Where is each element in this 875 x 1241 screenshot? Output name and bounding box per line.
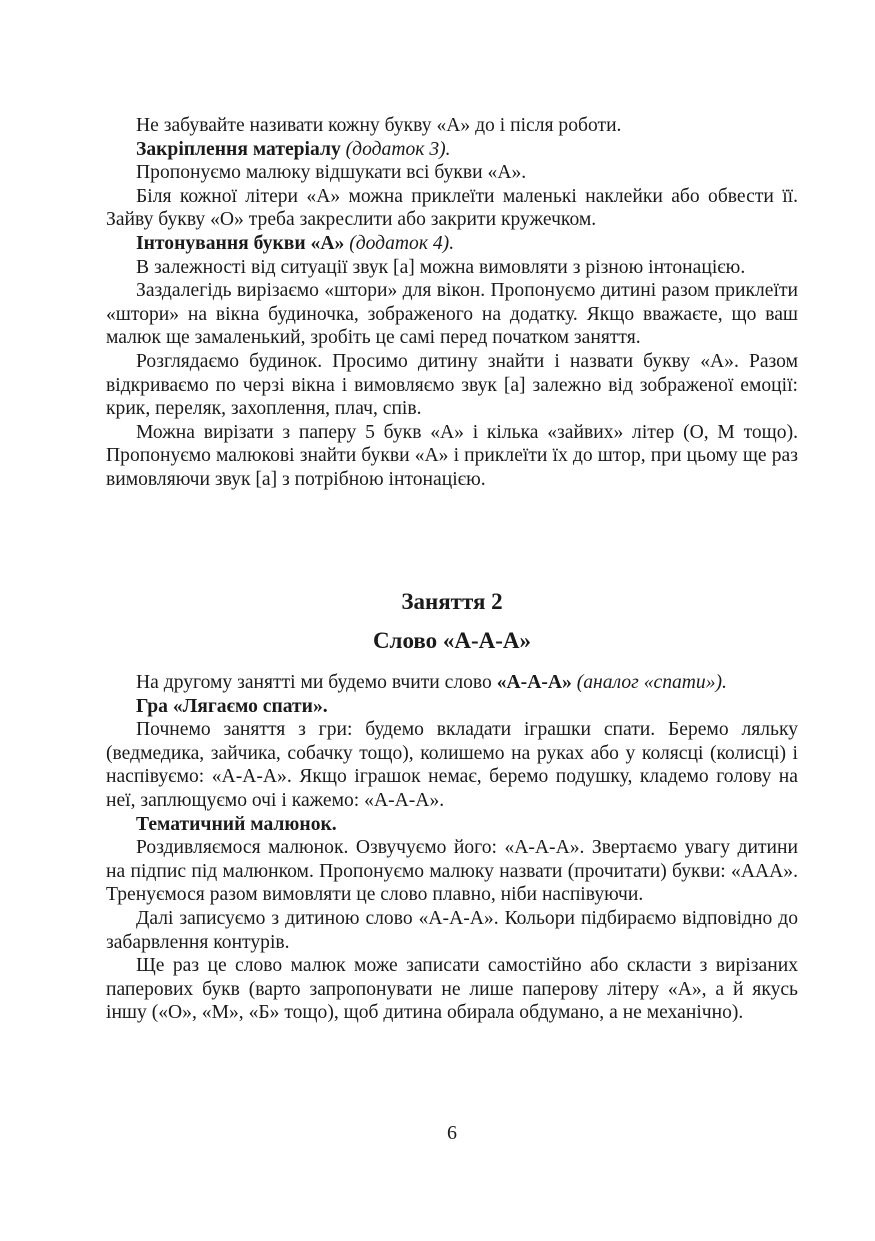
section-title: Інтонування букви «А» [136, 232, 345, 254]
paragraph [106, 161, 798, 185]
paragraph-text: Почнемо заняття з гри: будемо вкладати іграшки спати. Беремо ляльку (ведмедика, зайчика, собачку тощо), колишемо на руках або у колясці (колисці) і наспівуємо: «А-А-А». Якщо іграшок немає, беремо подушку, кладемо голову на неї, заплющуємо очі і кажемо: «А-А-А». [106, 719, 798, 811]
paragraph-text: В залежності від ситуації звук [а] можна вимовляти з різною інтонацією. [136, 256, 746, 278]
paragraph [106, 279, 798, 350]
section-title-paragraph [106, 813, 798, 837]
paragraph [106, 718, 798, 812]
page-number: 6 [447, 1122, 457, 1144]
paragraph [106, 114, 798, 138]
lesson-heading: Заняття 2 [401, 589, 503, 614]
paragraph-text: Пропонуємо малюку відшукати всі букви «А». [136, 162, 527, 184]
paragraph-text: Далі записуємо з дитиною слово «А-А-А». Кольори підбираємо відповідно до забарвлення контурів. [106, 907, 798, 953]
paragraph [106, 256, 798, 280]
section-title-paragraph [106, 232, 798, 256]
word-analog-note: (аналог «спати»). [576, 672, 727, 693]
paragraph-text: Ще раз це слово малюк може записати самостійно або скласти з вирізаних паперових букв (варто запропонувати не лише паперову літеру «А», а й якусь іншу («О», «М», «Б» тощо), щоб дитина обирала обдумано, а не механічно). [106, 955, 798, 1024]
intro-paragraph [106, 671, 798, 695]
paragraph [106, 185, 798, 232]
paragraph-text: Роздивляємося малюнок. Озвучуємо його: «А-А-А». Звертаємо увагу дитини на підпис під малюнком. Пропонуємо малюку назвати (прочитати) букви: «ААА». Тренуємося разом вимовляти це слово плавно, ніби наспівуючи. [106, 837, 798, 906]
bottom-text-block [106, 671, 798, 1025]
word-heading: Слово «А-А-А» [372, 628, 532, 653]
paragraph [106, 350, 798, 421]
paragraph [106, 954, 798, 1025]
word-highlight: «А-А-А» [496, 672, 572, 693]
paragraph-text: Біля кожної літери «А» можна приклеїти маленькі наклейки або обвести її. Зайву букву «О» треба закреслити або закрити кружечком. [106, 185, 798, 231]
appendix-reference: (додаток 4). [349, 232, 455, 254]
paragraph-text: Можна вирізати з паперу 5 букв «А» і кілька «зайвих» літер (О, М тощо). Пропонуємо малюкові знайти букви «А» і приклеїти їх до штор, при цьому ще раз вимовляючи звук [а] з потрібною інтонацією. [106, 421, 798, 490]
paragraph-text: На другому занятті ми будемо вчити слово [136, 672, 497, 693]
paragraph-text: Заздалегідь вирізаємо «штори» для вікон. Пропонуємо дитині разом приклеїти «штори» на вікна будиночка, зображеного на додатку. Якщо вважаєте, що ваш малюк ще замаленький, зробіть це самі перед початком заняття. [106, 280, 798, 349]
paragraph [106, 836, 798, 907]
top-text-block [106, 114, 798, 492]
section-title: Тематичний малюнок. [136, 813, 337, 835]
paragraph [106, 421, 798, 492]
section-title-paragraph [106, 695, 798, 719]
appendix-reference: (додаток 3). [345, 138, 451, 160]
paragraph [106, 907, 798, 954]
section-title: Гра «Лягаємо спати». [136, 695, 328, 717]
section-title: Закріплення матеріалу [136, 138, 341, 160]
section-title-paragraph [106, 138, 798, 162]
paragraph-text: Не забувайте називати кожну букву «А» до і після роботи. [136, 115, 622, 136]
paragraph-text: Розглядаємо будинок. Просимо дитину знайти і назвати букву «А». Разом відкриваємо по черзі вікна і вимовляємо звук [а] залежно від зображеної емоції: крик, переляк, захоплення, плач, спів. [106, 350, 798, 420]
